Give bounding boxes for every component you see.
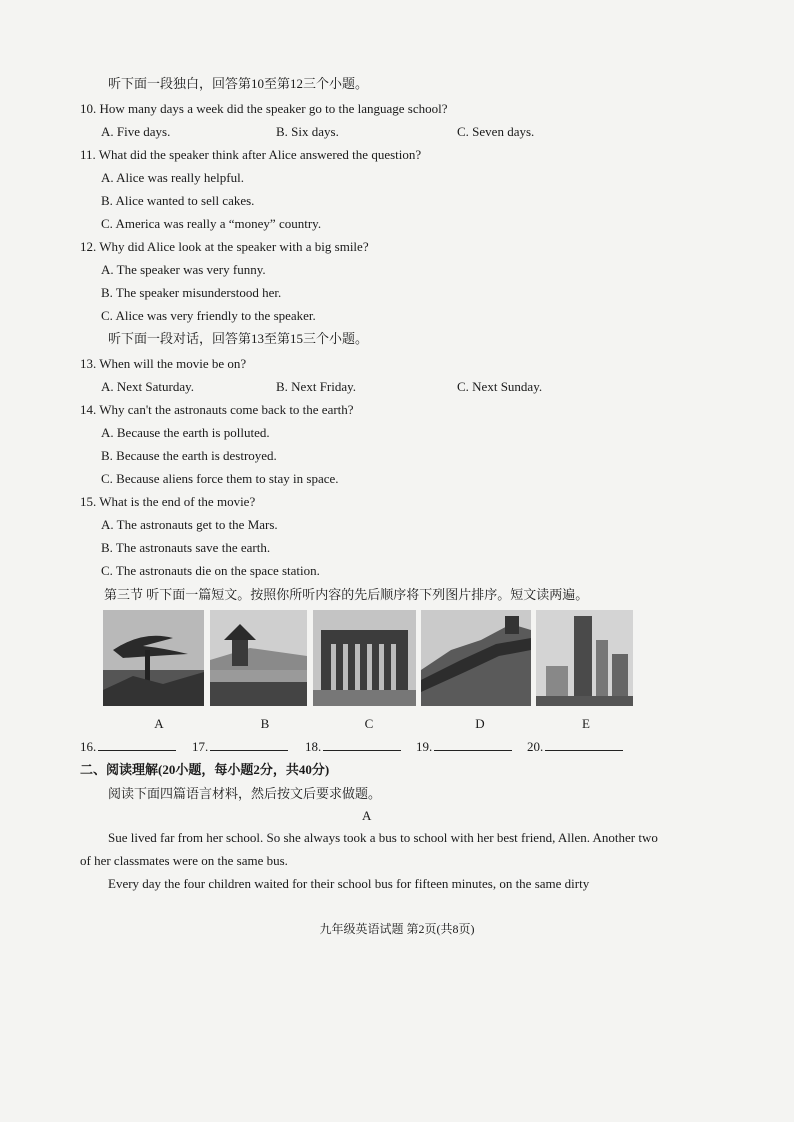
page-footer: 九年级英语试题 第2页(共8页) [319, 922, 475, 936]
photo-label-c: C [364, 716, 374, 731]
q13-option-b: B. Next Friday. [276, 379, 357, 394]
q11-option-a: A. Alice was really helpful. [101, 170, 244, 185]
blank-number: 19. [416, 739, 433, 754]
section-instruction-10-12: 听下面一段独白，回答第10至第12三个小题。 [108, 76, 369, 91]
photo-a-pine-tree [103, 610, 204, 706]
q10-option-a: A. Five days. [101, 124, 171, 139]
question-10: 10. How many days a week did the speaker go to the language school? [80, 101, 448, 116]
answer-blank-20[interactable] [527, 738, 623, 755]
blank-line [545, 738, 623, 751]
photo-e-tower [536, 610, 633, 706]
photo-label-d: D [475, 716, 485, 731]
answer-blank-16[interactable] [80, 738, 176, 755]
q13-option-c: C. Next Sunday. [457, 379, 543, 394]
blank-number: 20. [527, 739, 544, 754]
blank-line [210, 738, 288, 751]
q12-option-a: A. The speaker was very funny. [101, 262, 266, 277]
photo-label-b: B [260, 716, 270, 731]
blank-line [98, 738, 176, 751]
q14-option-b: B. Because the earth is destroyed. [101, 448, 277, 463]
q12-option-b: B. The speaker misunderstood her. [101, 285, 282, 300]
photo-b-pavilion [210, 610, 307, 706]
q12-option-c: C. Alice was very friendly to the speaker. [101, 308, 316, 323]
photo-label-e: E [582, 716, 590, 731]
question-14: 14. Why can't the astronauts come back to the earth? [80, 402, 354, 417]
question-15: 15. What is the end of the movie? [80, 494, 256, 509]
q13-option-a: A. Next Saturday. [101, 379, 195, 394]
q10-option-b: B. Six days. [276, 124, 339, 139]
blank-number: 18. [305, 739, 322, 754]
passage-paragraph-2: Every day the four children waited for their school bus for fifteen minutes, on the same dirty [108, 876, 590, 891]
q11-option-b: B. Alice wanted to sell cakes. [101, 193, 255, 208]
q11-option-c: C. America was really a “money” country. [101, 216, 322, 231]
q14-option-a: A. Because the earth is polluted. [101, 425, 270, 440]
passage-label: A [362, 808, 372, 823]
photo-label-a: A [154, 716, 164, 731]
answer-blank-18[interactable] [305, 738, 401, 755]
section-3-instruction: 第三节 听下面一篇短文。按照你所听内容的先后顺序将下列图片排序。短文读两遍。 [104, 587, 589, 602]
q15-option-b: B. The astronauts save the earth. [101, 540, 271, 555]
picture-row [103, 610, 633, 710]
photo-d-great-wall [421, 610, 531, 706]
blank-line [323, 738, 401, 751]
blank-number: 16. [80, 739, 97, 754]
answer-blank-17[interactable] [192, 738, 288, 755]
blank-number: 17. [192, 739, 209, 754]
part-2-heading: 二、阅读理解(20小题，每小题2分，共40分) [80, 762, 330, 777]
passage-paragraph-1: Sue lived far from her school. So she always took a bus to school with her best friend, Allen. Another two of her classmates were on the same bus. [80, 830, 658, 868]
q15-option-a: A. The astronauts get to the Mars. [101, 517, 278, 532]
q10-option-c: C. Seven days. [457, 124, 535, 139]
part-2-instruction: 阅读下面四篇语言材料，然后按文后要求做题。 [108, 786, 382, 801]
question-11: 11. What did the speaker think after Alice answered the question? [80, 147, 422, 162]
photo-c-building [313, 610, 416, 706]
section-instruction-13-15: 听下面一段对话，回答第13至第15三个小题。 [108, 331, 369, 346]
question-12: 12. Why did Alice look at the speaker with a big smile? [80, 239, 369, 254]
q14-option-c: C. Because aliens force them to stay in space. [101, 471, 339, 486]
question-13: 13. When will the movie be on? [80, 356, 247, 371]
answer-blank-19[interactable] [416, 738, 512, 755]
blank-line [434, 738, 512, 751]
q15-option-c: C. The astronauts die on the space station. [101, 563, 320, 578]
